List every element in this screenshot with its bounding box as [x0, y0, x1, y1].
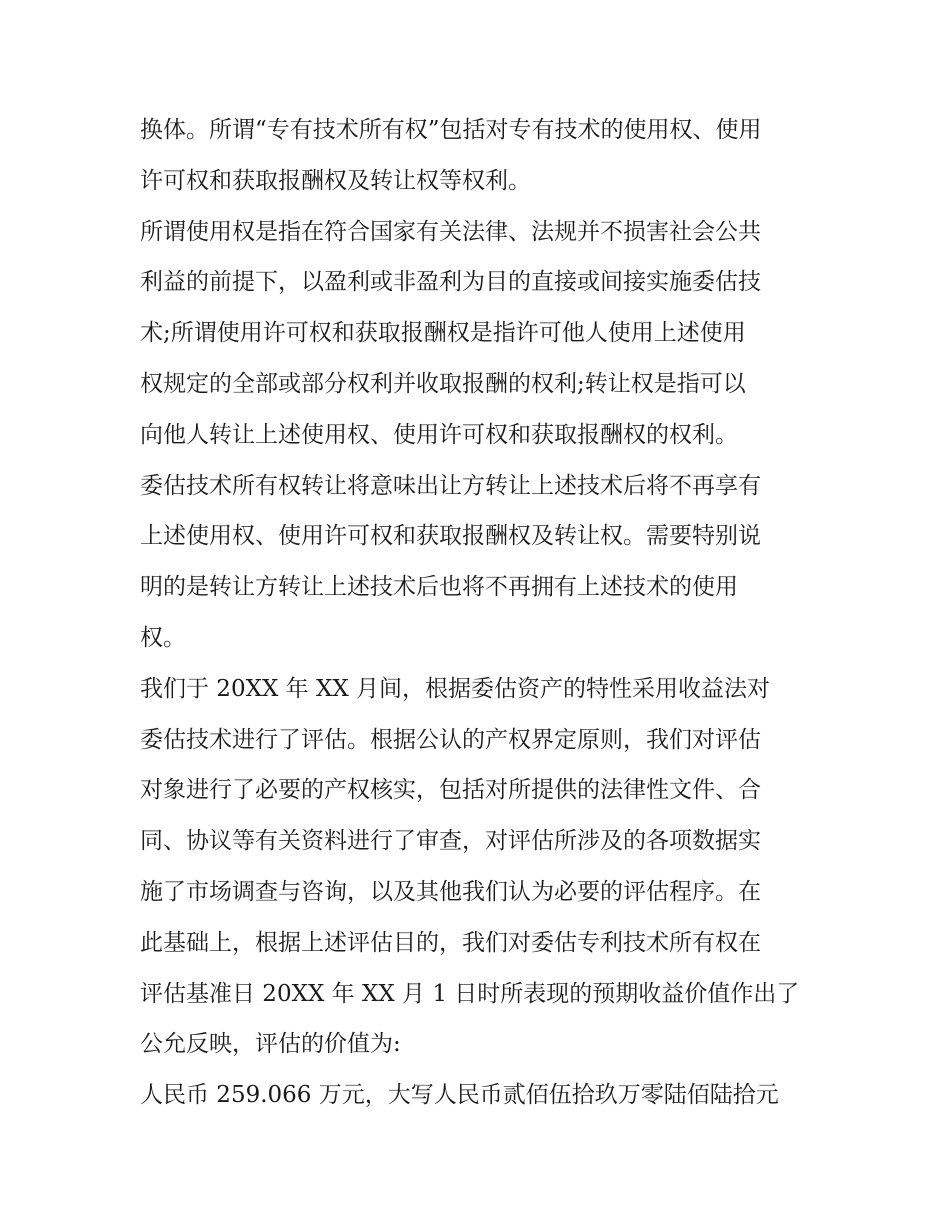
text-line: 明的是转让方转让上述技术后也将不再拥有上述技术的使用	[140, 574, 738, 601]
text-line: 对象进行了必要的产权核实，包括对所提供的法律性文件、合	[140, 777, 761, 804]
text-line: 权规定的全部或部分权利并收取报酬的权利;转让权是指可以	[140, 370, 746, 397]
text-line: 上述使用权、使用许可权和获取报酬权及转让权。需要特别说	[140, 523, 761, 550]
text-line: 此基础上，根据上述评估目的，我们对委估专利技术所有权在	[140, 929, 761, 956]
text-line: 权。	[140, 624, 186, 651]
text-line: 许可权和获取报酬权及转让权等权利。	[140, 167, 531, 194]
text-line: 术;所谓使用许可权和获取报酬权是指许可他人使用上述使用	[140, 320, 746, 347]
text-line: 我们于 20XX 年 XX 月间，根据委估资产的特性采用收益法对	[140, 675, 771, 702]
text-line: 向他人转让上述使用权、使用许可权和获取报酬权的权利。	[140, 421, 738, 448]
text-line: 评估基准日 20XX 年 XX 月 1 日时所表现的预期收益价值作出了	[140, 980, 800, 1007]
text-line: 同、协议等有关资料进行了审查，对评估所涉及的各项数据实	[140, 828, 761, 855]
text-line: 所谓使用权是指在符合国家有关法律、法规并不损害社会公共	[140, 218, 761, 245]
text-line: 委估技术进行了评估。根据公认的产权界定原则，我们对评估	[140, 726, 761, 753]
text-line: 委估技术所有权转让将意味出让方转让上述技术后将不再享有	[140, 472, 761, 499]
text-line: 人民币 259.066 万元，大写人民币贰佰伍拾玖万零陆佰陆拾元	[140, 1082, 779, 1109]
document-body	[140, 105, 820, 1121]
text-line: 换体。所谓“专有技术所有权”包括对专有技术的使用权、使用	[140, 117, 762, 143]
text-line: 公允反映，评估的价值为:	[140, 1031, 401, 1058]
text-line: 施了市场调查与咨询，以及其他我们认为必要的评估程序。在	[140, 878, 761, 905]
text-line: 利益的前提下，以盈利或非盈利为目的直接或间接实施委估技	[140, 269, 761, 296]
